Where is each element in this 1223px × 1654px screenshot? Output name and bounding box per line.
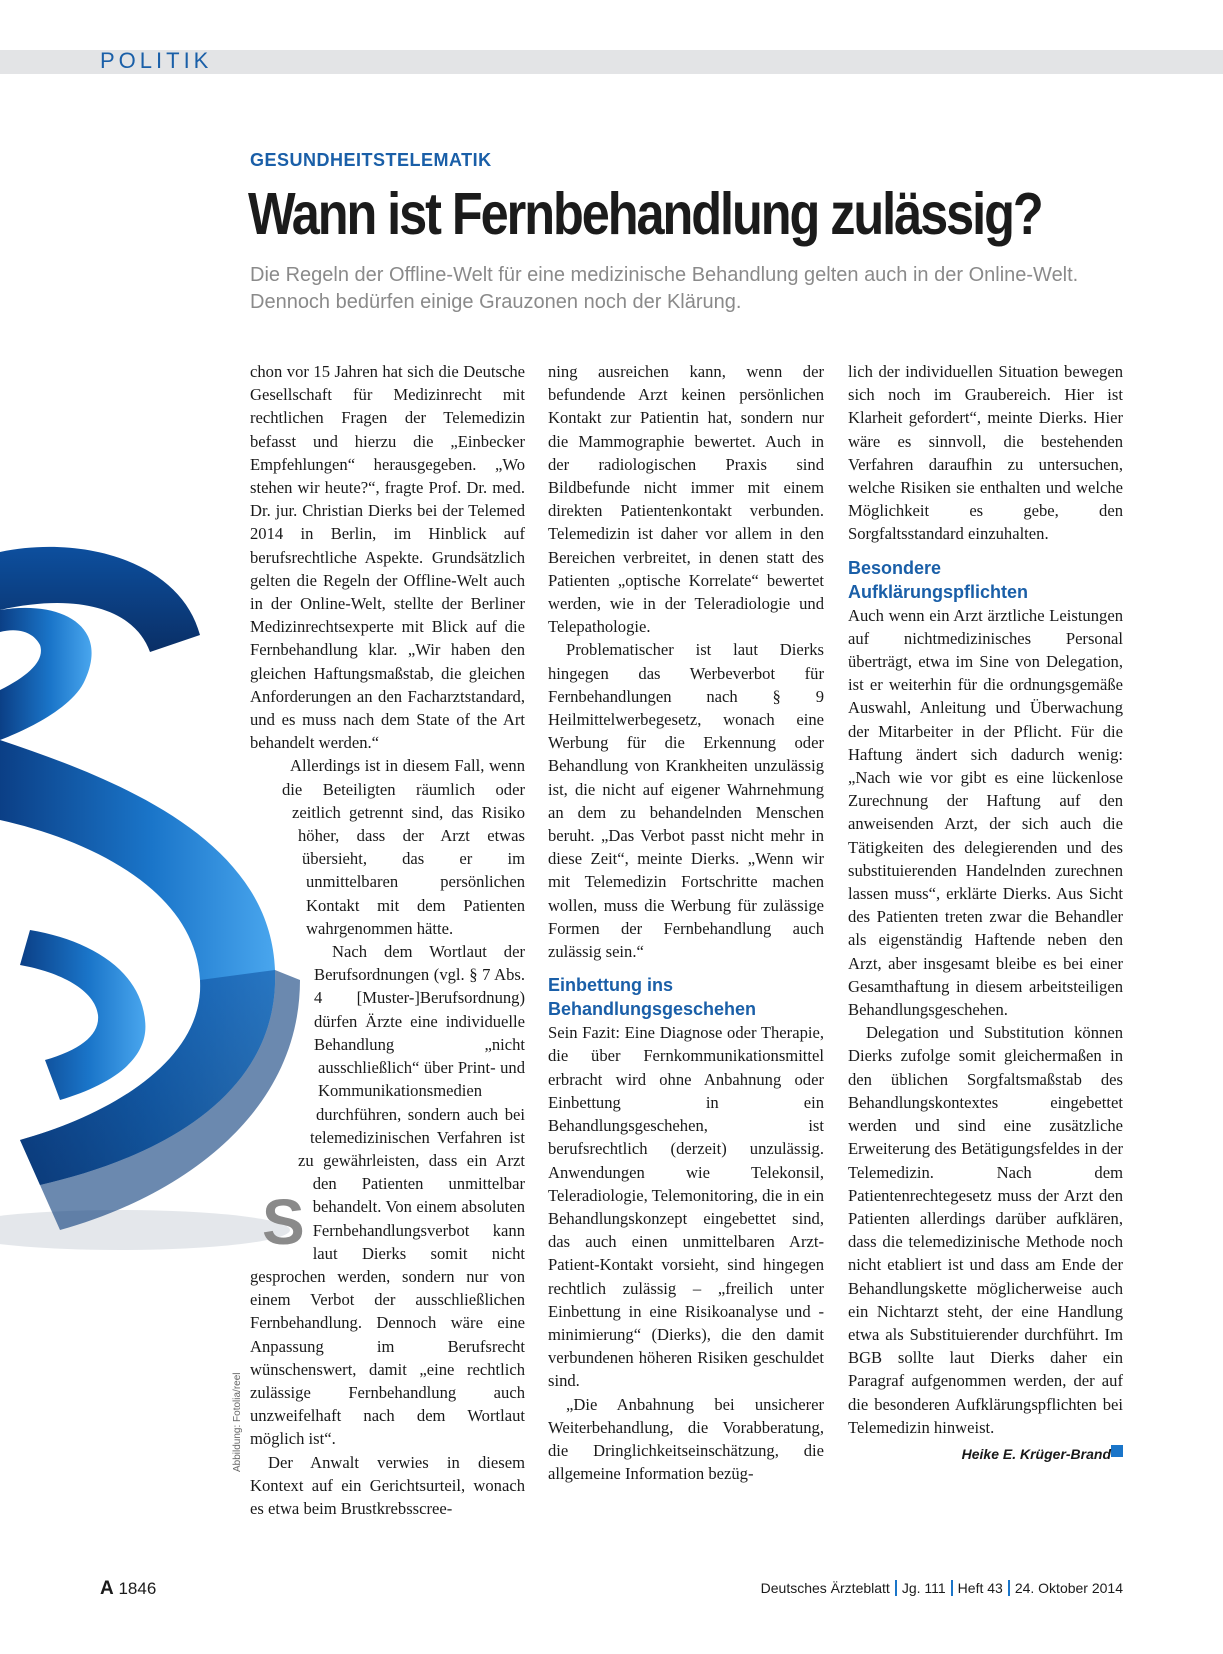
article-lead: Die Regeln der Offline-Welt für eine medizinische Behandlung gelten auch in der Online-Welt. Dennoch bedürfen einige Grauzonen noch der Klärung. bbox=[250, 264, 1079, 313]
page-number: 1846 bbox=[118, 1579, 157, 1598]
paragraph: Auch wenn ein Arzt ärztliche Leistungen auf nichtmedizinisches Personal überträgt, etwa im Sine von Delegation, ist er weiterhin für die ordnungsgemäße Auswahl, Anleitung und Überwachung der Mitarbeiter in der Pflicht. Für die Haftung ändert sich dadurch wenig: „Nach wie vor gibt es eine lückenlose Zurechnung der Haftung auf den anweisenden Arzt, der sich auch die Tätigkeiten des delegierenden und des substituierenden Handelnden zurechnen lassen muss“, erklärte Dierks. Aus Sicht des Patienten treten zwar die Behandler als eigenständig Haftende neben den Arzt, aber insgesamt bleibe es bei einer Gesamthaftung in diesem arbeitsteiligen Behandlungsgeschehen. bbox=[848, 605, 1123, 1020]
subheading: Einbettung ins Behandlungsgeschehen bbox=[548, 975, 757, 1020]
article-column-2 bbox=[548, 360, 824, 1485]
paragraph: Delegation und Substitution können Dierks zufolge somit gleichermaßen in den üblichen Sorgfaltsmaßstab des Behandlungskontextes eingebettet werden und sind eine zusätzliche Erweiterung des Betätigungsfeldes in der Telemedizin. Nach dem Patientenrechtegesetz muss der Arzt den Patienten allerdings darüber aufklären, dass die telemedizinische Methode noch nicht etabliert ist und dass am Ende der Behandlungskette möglicherweise auch ein Nichtarzt steht, der eine Handlung etwa als Substituierender durchführt. Im BGB sollte laut Dierks daher ein Paragraf aufgenommen werden, der auf die besonderen Aufklärungspflichten bei Telemedizin hinweist. bbox=[848, 1023, 1123, 1437]
author-byline: Heike E. Krüger-Brand bbox=[961, 1445, 1111, 1462]
paragraph: Allerdings ist in diesem Fall, wenn die Beteiligten räumlich oder zeitlich getrennt sind, das Risiko höher, dass der Arzt etwas übersieht, das er im unmittelbaren persönlichen Kontakt mit dem Patienten wahrgenommen hätte. bbox=[282, 756, 525, 938]
paragraph: Problematischer ist laut Dierks hingegen das Werbeverbot für Fernbehandlungen nach § 9 Heilmittelwerbegesetz, wonach eine Werbung für die Erkennung oder Behandlung von Krankheiten unzulässig ist, die nicht auf eigener Wahrnehmung an dem zu behandelnden Menschen beruht. „Das Verbot passt nicht mehr in diese Zeit“, meinte Dierks. „Wenn wir mit Telemedizin Fortschritte machen wollen, muss die Werbung für zulässige Formen der Fernbehandlung auch zulässig sein.“ bbox=[548, 640, 824, 962]
paragraph: „Die Anbahnung bei unsicherer Weiterbehandlung, die Vorabberatung, die Dringlichkeitseinschätzung, die allgemeine Information bezüg- bbox=[548, 1394, 824, 1484]
end-mark-icon bbox=[1111, 1445, 1123, 1457]
article-column-3 bbox=[848, 360, 1123, 1466]
paragraph: chon vor 15 Jahren hat sich die Deutsche Gesellschaft für Medizinrecht mit rechtlichen Fragen der Telemedizin befasst und hierzu die „Einbecker Empfehlungen“ herausgegeben. „Wo stehen wir heute?“, fragte Prof. Dr. med. Dr. jur. Christian Dierks bei der Telemed 2014 in Berlin, im Hinblick auf berufsrechtliche Aspekte. Grundsätzlich gelten die Regeln der Offline-Welt auch in der Online-Welt, stellte der Berliner Medizinrechtsexperte mit Blick auf die Fernbehandlung klar. „Wir haben den gleichen Haftungsmaßstab, die gleichen Anforderungen an den Facharztstandard, und es muss nach dem State of the Art behandelt werden.“ bbox=[250, 362, 525, 753]
separator bbox=[1008, 1580, 1010, 1596]
page-folio bbox=[100, 1578, 156, 1600]
subheading: Besondere Aufklärungspflichten bbox=[848, 557, 1029, 602]
publication-name: Deutsches Ärzteblatt bbox=[760, 1580, 890, 1596]
article-kicker: GESUNDHEITSTELEMATIK bbox=[250, 150, 492, 170]
publication-info bbox=[761, 1580, 1123, 1596]
paragraph: Der Anwalt verwies in diesem Kontext auf ein Gerichtsurteil, wonach es etwa beim Brustkrebsscree- bbox=[250, 1452, 525, 1518]
image-credit: Abbildung: Fotolia/reel bbox=[232, 1372, 243, 1472]
volume: Jg. 111 bbox=[901, 1580, 946, 1596]
paragraph: lich der individuellen Situation bewegen sich noch im Graubereich. Hier ist Klarheit gefordert“, meinte Dierks. Hier wäre es sinnvoll, die bestehenden Verfahren daraufhin zu untersuchen, welche Risiken sie enthalten und welche Möglichkeit es gebe, den Sorgfaltsstandard einzuhalten. bbox=[848, 362, 1123, 544]
paragraph: ning ausreichen kann, wenn der befundende Arzt keinen persönlichen Kontakt zur Patientin hat, sondern nur die Mammographie bewertet. Auch in der radiologischen Praxis sind Bildbefunde nicht immer mit einem direkten Patientenkontakt verbunden. Telemedizin ist daher vor allem in den Bereichen verbreitet, in denen statt des Patienten „optische Korrelate“ bewertet werden, wie in der Teleradiologie und Telepathologie. bbox=[548, 362, 824, 637]
separator bbox=[951, 1580, 953, 1596]
article-column-1 bbox=[250, 360, 525, 1520]
issue-date: 24. Oktober 2014 bbox=[1014, 1580, 1123, 1596]
drop-cap: S bbox=[262, 1185, 305, 1258]
paragraph: Nach dem Wortlaut der Berufsordnungen (vgl. § 7 Abs. 4 [Muster-]Berufsordnung) dürfen Ärzte eine individuelle Behandlung „nicht ausschließlich“ über Print- und Kommunikationsmedien durchführen, sondern auch bei telemedizinischen Verfahren ist zu gewährleisten, dass ein Arzt den Patienten unmittelbar behandelt. Von einem absoluten Fernbehandlungsverbot kann laut Dierks somit nicht gesprochen werden, sondern nur von einem Verbot der ausschließlichen Fernbehandlung. Dennoch wäre eine Anpassung im Berufsrecht wünschenswert, damit „eine rechtlich zulässige Fernbehandlung auch unzweifelhaft nach dem Wortlaut möglich ist“. bbox=[250, 942, 525, 1449]
paragraph: Sein Fazit: Eine Diagnose oder Therapie, die über Fernkommunikationsmittel erbracht wird ohne Anbahnung oder Einbettung in ein Behandlungsgeschehen, ist berufsrechtlich (derzeit) unzulässig. Anwendungen wie Telekonsil, Teleradiologie, Telemonitoring, die in ein Behandlungskonzept eingebettet sind, das auch einen unmittelbaren Arzt-Patient-Kontakt vorsieht, sind hingegen rechtlich zulässig – „freilich unter Einbettung in eine Risikoanalyse und -minimierung“ (Dierks), die den damit verbundenen höheren Risiken geschuldet sind. bbox=[548, 1023, 824, 1391]
article-headline: Wann ist Fernbehandlung zulässig? bbox=[248, 181, 1042, 247]
issue: Heft 43 bbox=[957, 1580, 1003, 1596]
page-prefix: A bbox=[100, 1578, 114, 1599]
separator bbox=[895, 1580, 897, 1596]
section-label: POLITIK bbox=[100, 48, 213, 73]
